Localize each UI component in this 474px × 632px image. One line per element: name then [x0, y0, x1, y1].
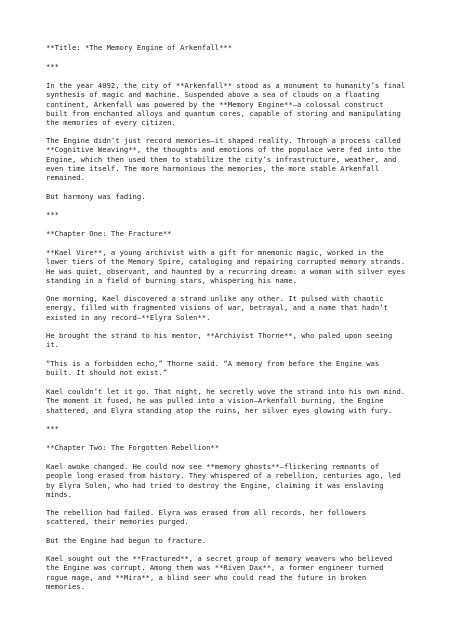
- chapter-two-paragraph-4: Kael sought out the **Fractured**, a secret group of memory weavers who believed the Engine was corrupt. Among them was **Riven Dax**, a former engineer turned rogue mage, and **Mira**, a blind seer who could read the future in broken memories.: [46, 554, 393, 591]
- section-separator: ***: [46, 424, 59, 433]
- intro-paragraph-3: But harmony was fading.: [46, 192, 146, 201]
- title-line: **Title: *The Memory Engine of Arkenfall***: [46, 43, 233, 52]
- chapter-one-heading: **Chapter One: The Fracture**: [46, 229, 172, 238]
- chapter-two-paragraph-2: The rebellion had failed. Elyra was erased from all records, her followers scattered, their memories purged.: [46, 508, 367, 527]
- chapter-one-paragraph-5: Kael couldn’t let it go. That night, he secretly wove the strand into his own mind. The moment it fused, he was pulled into a vision—Arkenfall burning, the Engine shattered, and Elyra standing atop the ruins, her silver eyes glowing with fury.: [46, 387, 406, 415]
- chapter-one-paragraph-2: One morning, Kael discovered a strand unlike any other. It pulsed with chaotic energy, filled with fragmented visions of war, betrayal, and a name that hadn’t existed in any record—**Elyra Solen**.: [46, 294, 388, 322]
- section-separator: ***: [46, 62, 59, 71]
- section-separator: ***: [46, 210, 59, 219]
- intro-paragraph-2: The Engine didn’t just record memories—it shaped reality. Through a process called **Cognitive Weaving**, the thoughts and emotions of the populace were fed into the Engine, which then used them to stabilize the city’s infrastructure, weather, and even time itself. The more harmonious the memories, the more stable Arkenfall remained.: [46, 136, 401, 183]
- chapter-two-paragraph-1: Kael awoke changed. He could now see **memory ghosts**—flickering remnants of people long erased from history. They whispered of a rebellion, centuries ago, led by Elyra Solen, who had tried to destroy the Engine, claiming it was enslaving minds.: [46, 462, 401, 499]
- chapter-one-paragraph-3: He brought the strand to his mentor, **Archivist Thorne**, who paled upon seeing it.: [46, 331, 393, 350]
- chapter-two-heading: **Chapter Two: The Forgotten Rebellion**: [46, 443, 220, 452]
- chapter-two-paragraph-3: But the Engine had begun to fracture.: [46, 536, 207, 545]
- chapter-one-paragraph-1: **Kael Vire**, a young archivist with a gift for mnemonic magic, worked in the lower tiers of the Memory Spire, cataloging and repairing corrupted memory strands. He was quiet, observant, and haunted by a recurring dream: a woman with silver eyes standing in a field of burning stars, whispering his name.: [46, 248, 406, 285]
- chapter-one-paragraph-4: “This is a forbidden echo,” Thorne said. “A memory from before the Engine was built. It should not exist.”: [46, 359, 380, 378]
- intro-paragraph-1: In the year 4092, the city of **Arkenfall** stood as a monument to humanity’s final synthesis of magic and machine. Suspended above a sea of clouds on a floating continent, Arkenfall was powered by the **Memory Engine**—a colossal construct built from enchanted alloys and quantum cores, capable of storing and manipulating the memories of every citizen.: [46, 81, 406, 128]
